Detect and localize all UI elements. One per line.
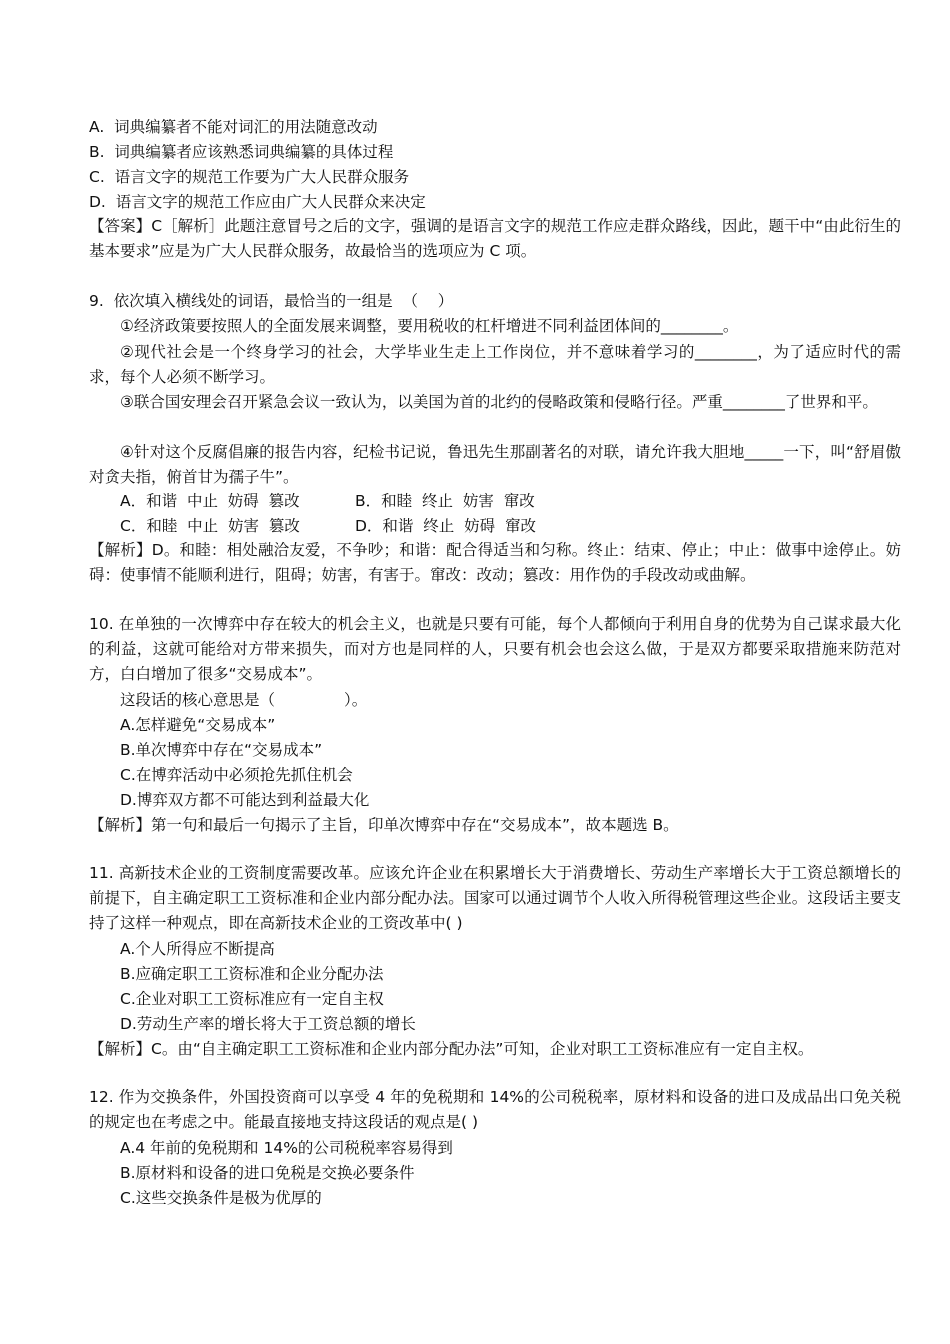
q10-question: 这段话的核心意思是（ ）。 xyxy=(120,691,368,709)
q10-option-a: A.怎样避免“交易成本” xyxy=(120,716,276,734)
q11-stem: 11. 高新技术企业的工资制度需要改革。应该允许企业在积累增长大于消费增长、劳动生产率增长大于工资总额增长的前提下，自主确定职工工资标准和企业内部分配办法。国家可以通过调节个人收入所得税管理这些企业。这段话主要支持了这样一种观点，即在高新技术企业的工资改革中( ) xyxy=(89,864,901,932)
q10-option-d: D.博弈双方都不可能达到利益最大化 xyxy=(120,791,370,809)
q9-option-c: C．和睦 中止 妨害 篡改 xyxy=(120,517,300,535)
q11-analysis: 【解析】C。由“自主确定职工工资标准和企业内部分配办法”可知，企业对职工工资标准应有一定自主权。 xyxy=(89,1040,814,1058)
q9-option-d: D．和谐 终止 妨碍 窜改 xyxy=(355,517,536,535)
q8-option-b: B. 词典编纂者应该熟悉词典编纂的具体过程 xyxy=(89,143,394,161)
q12-option-b: B.原材料和设备的进口免税是交换必要条件 xyxy=(120,1164,415,1182)
q11-option-c: C.企业对职工工资标准应有一定自主权 xyxy=(120,990,384,1008)
q10-option-b: B.单次博弈中存在“交易成本” xyxy=(120,741,323,759)
q9-sentence-4: ④针对这个反腐倡廉的报告内容，纪检书记说，鲁迅先生那副著名的对联，请允许我大胆地_____一下，叫“舒眉傲对贪夫指，俯首甘为孺子牛”。 xyxy=(89,443,901,486)
q11-option-a: A.个人所得应不断提高 xyxy=(120,940,275,958)
q9-stem: 9. 依次填入横线处的词语，最恰当的一组是 （ ） xyxy=(89,292,454,310)
q10-stem: 10. 在单独的一次博弈中存在较大的机会主义，也就是只要有可能，每个人都倾向于利用自身的优势为自己谋求最大化的利益，这就可能给对方带来损失，而对方也是同样的人，只要有机会也会这么做，于是双方都要采取措施来防范对方，白白增加了很多“交易成本”。 xyxy=(89,615,901,683)
q11-option-b: B.应确定职工工资标准和企业分配办法 xyxy=(120,965,384,983)
q8-answer: 【答案】C［解析］此题注意冒号之后的文字，强调的是语言文字的规范工作应走群众路线，因此，题干中“由此衍生的基本要求”应是为广大人民群众服务，故最恰当的选项应为 C 项。 xyxy=(89,217,901,260)
q8-option-c: C. 语言文字的规范工作要为广大人民群众服务 xyxy=(89,168,410,186)
q8-option-d: D. 语言文字的规范工作应由广大人民群众来决定 xyxy=(89,193,426,211)
q9-sentence-2: ②现代社会是一个终身学习的社会，大学毕业生走上工作岗位，并不意味着学习的________，为了适应时代的需求，每个人必须不断学习。 xyxy=(89,343,901,386)
q12-option-a: A.4 年前的免税期和 14%的公司税税率容易得到 xyxy=(120,1139,453,1157)
q8-option-a: A. 词典编纂者不能对词汇的用法随意改动 xyxy=(89,118,378,136)
q9-sentence-3: ③联合国安理会召开紧急会议一致认为，以美国为首的北约的侵略政策和侵略行径。严重________了世界和平。 xyxy=(120,393,878,411)
q10-option-c: C.在博弈活动中必须抢先抓住机会 xyxy=(120,766,353,784)
q9-option-b: B．和睦 终止 妨害 窜改 xyxy=(355,492,535,510)
q9-option-a: A．和谐 中止 妨碍 篡改 xyxy=(120,492,300,510)
q9-sentence-1: ①经济政策要按照人的全面发展来调整，要用税收的杠杆增进不同利益团体间的________。 xyxy=(120,317,739,335)
q10-analysis: 【解析】第一句和最后一句揭示了主旨，印单次博弈中存在“交易成本”，故本题选 B。 xyxy=(89,816,679,834)
q12-option-c: C.这些交换条件是极为优厚的 xyxy=(120,1189,322,1207)
q9-analysis: 【解析】D。和睦：相处融洽友爱，不争吵；和谐：配合得适当和匀称。终止：结束、停止；中止：做事中途停止。妨碍：使事情不能顺利进行，阻碍；妨害，有害于。窜改：改动；篡改：用作伪的手段改动或曲解。 xyxy=(89,541,901,584)
q11-option-d: D.劳动生产率的增长将大于工资总额的增长 xyxy=(120,1015,416,1033)
q12-stem: 12. 作为交换条件，外国投资商可以享受 4 年的免税期和 14%的公司税税率，原材料和设备的进口及成品出口免关税的规定也在考虑之中。能最直接地支持这段话的观点是( ) xyxy=(89,1088,901,1131)
